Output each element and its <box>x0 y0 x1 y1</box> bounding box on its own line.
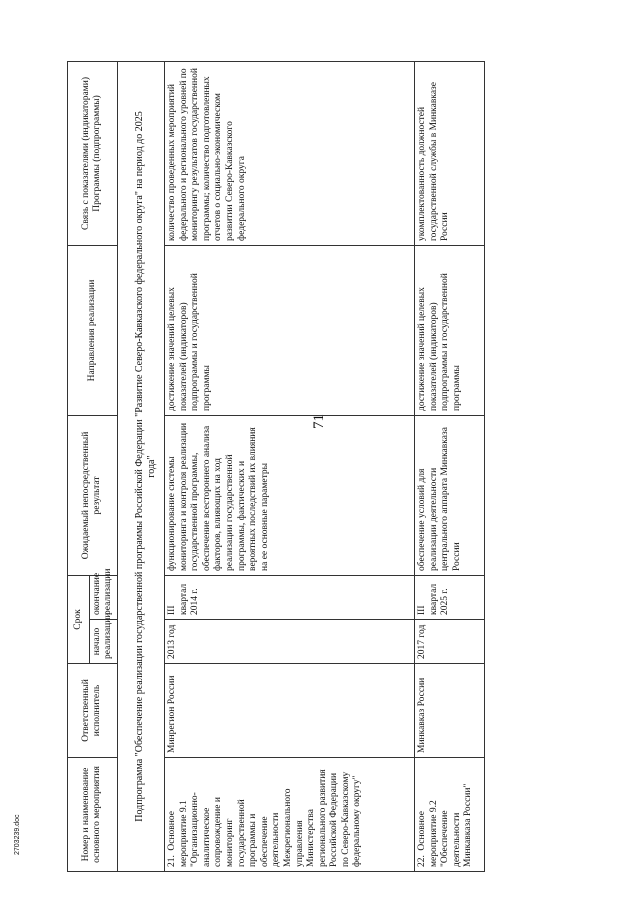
row-directions: достижение значений целевых показателей (индикаторов) подпрограммы и государственной программы <box>415 245 485 415</box>
row-end: III квартал 2014 г. <box>165 575 415 619</box>
subprogram-title: Подпрограмма "Обеспечение реализации государственной программы Российской Федерации "Развитие Северо-Кавказского федерального округа" на период до 2025 года" <box>117 61 164 871</box>
row-executor: Минкавказ России <box>415 664 485 758</box>
header-start: начало реализации <box>90 620 118 664</box>
row-number: 22. <box>417 855 428 867</box>
header-indicators: Связь с показателями (индикаторами) Программы (подпрограммы) <box>68 61 118 245</box>
page-number: 71 <box>311 414 327 429</box>
row-start: 2017 год <box>415 620 485 664</box>
row-end: III квартал 2025 г. <box>415 575 485 619</box>
row-name-cell <box>415 758 485 872</box>
header-srok: Срок <box>68 575 90 663</box>
header-directions: Направления реализации <box>68 245 118 415</box>
header-executor: Ответственный исполнитель <box>68 664 118 758</box>
table-row <box>165 61 415 871</box>
row-name: Основное мероприятие 9.2 "Обеспечение деятельности Минкавказа России" <box>417 783 474 867</box>
header-end: окончание реализации <box>90 575 118 619</box>
row-indicators: укомплектованность должностей государственной службы в Минкавказе России <box>415 61 485 245</box>
rotated-table-region <box>67 62 537 872</box>
row-indicators: количество проведенных мероприятий федерального и регионального уровней по мониторингу результатов государственной программы; количество подготовленных отчетов о социально-экономическом развитии Северо-Кавказского федерального округа <box>165 61 415 245</box>
row-name: Основное мероприятие 9.1 "Организационно-аналитическое сопровождение и мониторинг государственной программы и обеспечение деятельности Межрегионального управления Министерства регионального развития Российской Федерации по Северо-Кавказскому федеральному округу" <box>167 769 363 867</box>
header-result: Ожидаемый непосредственный результат <box>68 415 118 575</box>
row-result: функционирование системы мониторинга и контроля реализации государственной программы, обеспечение всестороннего анализа факторов, влияющих на ход реализации государственной программы, фактических и вероятных последствий их влияния на ее основные параметры <box>165 415 415 575</box>
row-name-cell <box>165 758 415 872</box>
document-file-id: 2703239.doc <box>14 814 21 855</box>
header-name: Номер и наименование основного мероприятия <box>68 758 118 872</box>
row-executor: Минрегион России <box>165 664 415 758</box>
row-start: 2013 год <box>165 620 415 664</box>
measures-table <box>67 61 485 872</box>
row-directions: достижение значений целевых показателей (индикаторов) подпрограммы и государственной программы <box>165 245 415 415</box>
row-number: 21. <box>167 855 178 867</box>
row-result: обеспечение условий для реализации деятельности центрального аппарата Минкавказа России <box>415 415 485 575</box>
table-row <box>415 61 485 871</box>
